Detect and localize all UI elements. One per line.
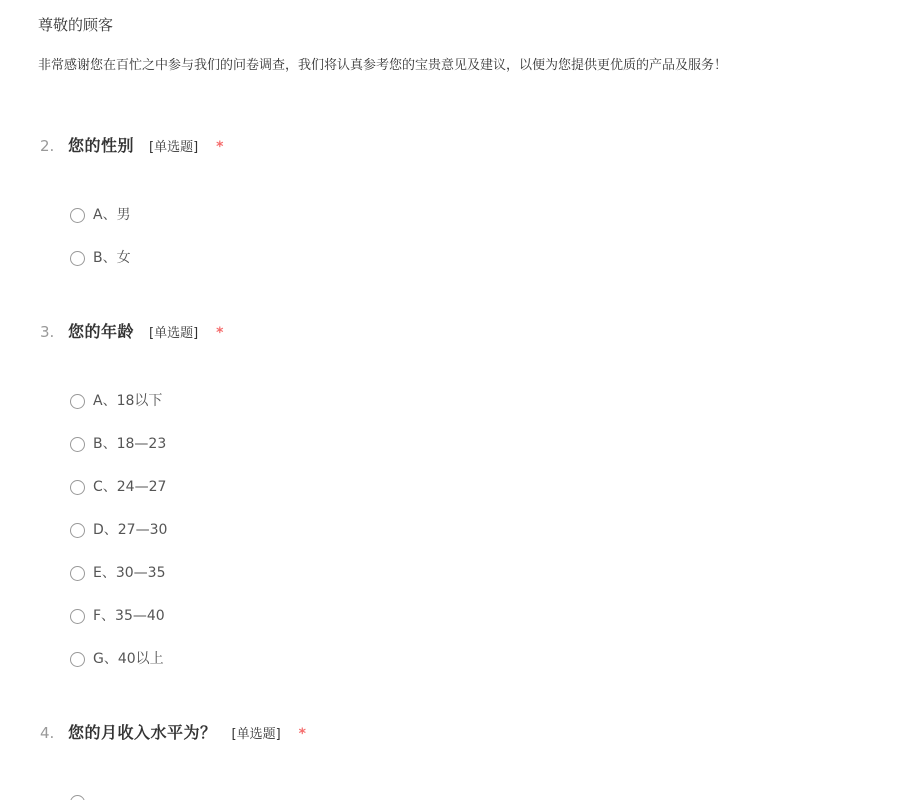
radio-button-icon[interactable] [70, 566, 85, 581]
question-3 [38, 324, 224, 694]
radio-button-icon[interactable] [70, 652, 85, 667]
radio-option[interactable] [70, 207, 131, 223]
option-label: B、女 [93, 250, 131, 266]
radio-option[interactable] [70, 651, 164, 667]
option-list [70, 207, 224, 293]
option-label: B、18—23 [93, 436, 167, 452]
question-number: 3. [40, 323, 55, 341]
radio-option[interactable] [70, 479, 166, 495]
radio-option[interactable] [70, 794, 93, 800]
question-list [38, 72, 306, 800]
option-label: G、40以上 [93, 651, 164, 667]
radio-button-icon[interactable] [70, 609, 85, 624]
question-2 [38, 138, 224, 293]
question-4 [38, 725, 306, 800]
option-label: D、27—30 [93, 522, 168, 538]
radio-option[interactable] [70, 565, 165, 581]
radio-button-icon[interactable] [70, 480, 85, 495]
radio-button-icon[interactable] [70, 208, 85, 223]
option-list [70, 794, 306, 800]
question-number: 2. [40, 137, 55, 155]
option-label: F、35—40 [93, 608, 165, 624]
page-title: 尊敬的顾客 [38, 16, 114, 34]
question-header [38, 138, 224, 154]
question-type-tag: [单选题] [149, 140, 199, 155]
option-label: E、30—35 [93, 565, 166, 581]
option-label: C、24—27 [93, 479, 167, 495]
question-number: 4. [40, 724, 55, 742]
required-star-icon: * [216, 325, 224, 341]
question-header [38, 324, 224, 340]
option-label: A、男 [93, 207, 131, 223]
question-title: 您的月收入水平为？ [68, 723, 217, 742]
radio-option[interactable] [70, 522, 167, 538]
survey-intro: 非常感谢您在百忙之中参与我们的问卷调查，我们将认真参考您的宝贵意见及建议，以便为您提供更优质的产品及服务！ [38, 58, 728, 73]
question-title: 您的性别 [68, 136, 135, 155]
radio-button-icon[interactable] [70, 795, 85, 800]
question-type-tag: [单选题] [149, 326, 199, 341]
radio-button-icon[interactable] [70, 394, 85, 409]
question-title: 您的年龄 [68, 322, 135, 341]
required-star-icon: * [298, 726, 306, 742]
radio-button-icon[interactable] [70, 523, 85, 538]
question-type-tag: [单选题] [231, 727, 281, 742]
radio-button-icon[interactable] [70, 251, 85, 266]
question-header [38, 725, 306, 741]
radio-option[interactable] [70, 608, 165, 624]
option-list [70, 393, 224, 694]
radio-option[interactable] [70, 393, 162, 409]
radio-option[interactable] [70, 250, 131, 266]
radio-button-icon[interactable] [70, 437, 85, 452]
radio-option[interactable] [70, 436, 166, 452]
option-label: A、18以下 [93, 393, 163, 409]
required-star-icon: * [216, 139, 224, 155]
